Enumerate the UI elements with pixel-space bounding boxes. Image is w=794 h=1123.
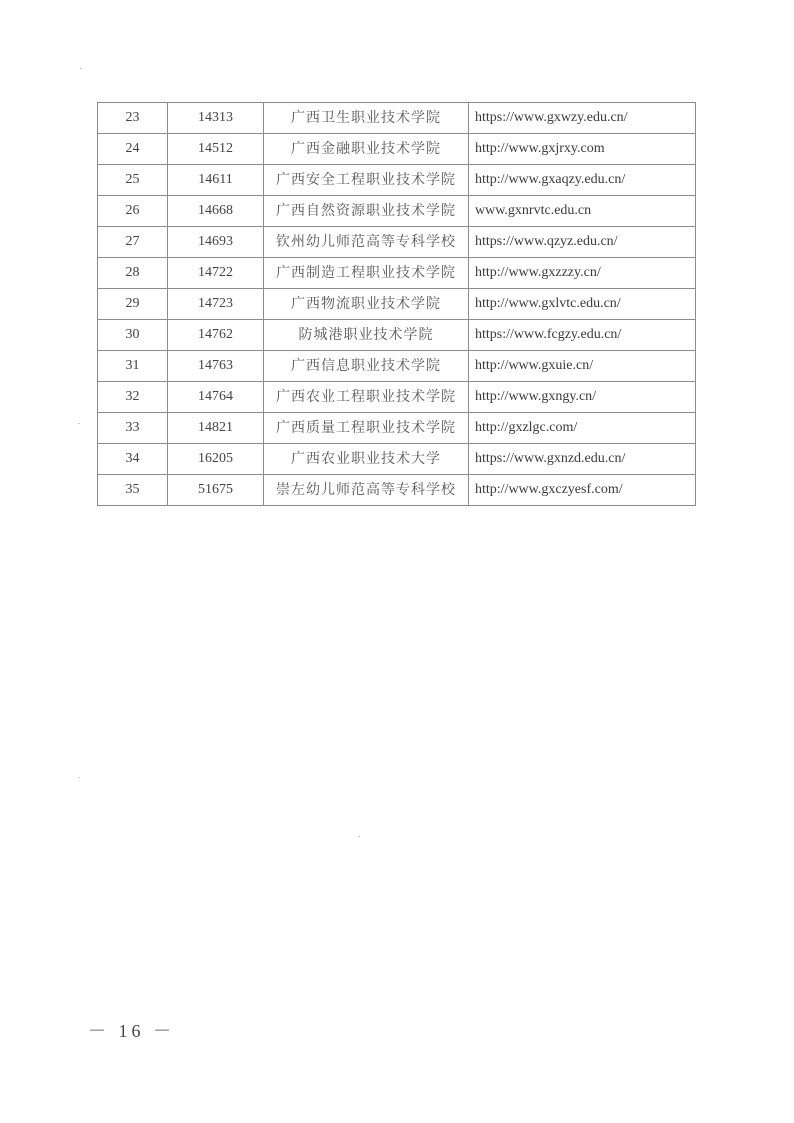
school-url-cell: http://gxzlgc.com/ <box>469 413 696 444</box>
row-number-cell: 34 <box>98 444 168 475</box>
school-url-cell: www.gxnrvtc.edu.cn <box>469 196 696 227</box>
row-number-cell: 30 <box>98 320 168 351</box>
school-name-cell: 钦州幼儿师范高等专科学校 <box>264 227 469 258</box>
table-row <box>98 382 696 413</box>
school-code-cell: 51675 <box>168 475 264 506</box>
school-url-cell: http://www.gxjrxy.com <box>469 134 696 165</box>
school-url-cell: http://www.gxaqzy.edu.cn/ <box>469 165 696 196</box>
table-row <box>98 289 696 320</box>
scan-speck <box>358 836 360 837</box>
school-code-cell: 14723 <box>168 289 264 320</box>
school-url-cell: http://www.gxlvtc.edu.cn/ <box>469 289 696 320</box>
row-number-cell: 33 <box>98 413 168 444</box>
school-code-cell: 14763 <box>168 351 264 382</box>
table-row <box>98 165 696 196</box>
row-number-cell: 31 <box>98 351 168 382</box>
table-row <box>98 475 696 506</box>
school-list-table <box>97 102 696 506</box>
table-row <box>98 134 696 165</box>
school-name-cell: 广西农业职业技术大学 <box>264 444 469 475</box>
table-row <box>98 320 696 351</box>
table-row <box>98 258 696 289</box>
school-url-cell: https://www.fcgzy.edu.cn/ <box>469 320 696 351</box>
school-code-cell: 14512 <box>168 134 264 165</box>
school-url-cell: http://www.gxczyesf.com/ <box>469 475 696 506</box>
school-url-cell: http://www.gxzzzy.cn/ <box>469 258 696 289</box>
school-url-cell: https://www.qzyz.edu.cn/ <box>469 227 696 258</box>
school-name-cell: 广西自然资源职业技术学院 <box>264 196 469 227</box>
school-code-cell: 14722 <box>168 258 264 289</box>
scan-speck <box>80 68 82 69</box>
school-name-cell: 广西质量工程职业技术学院 <box>264 413 469 444</box>
school-url-cell: http://www.gxuie.cn/ <box>469 351 696 382</box>
school-name-cell: 广西物流职业技术学院 <box>264 289 469 320</box>
school-code-cell: 14313 <box>168 103 264 134</box>
school-name-cell: 防城港职业技术学院 <box>264 320 469 351</box>
row-number-cell: 35 <box>98 475 168 506</box>
school-code-cell: 14693 <box>168 227 264 258</box>
school-name-cell: 广西农业工程职业技术学院 <box>264 382 469 413</box>
school-code-cell: 16205 <box>168 444 264 475</box>
table-row <box>98 227 696 258</box>
school-code-cell: 14611 <box>168 165 264 196</box>
row-number-cell: 27 <box>98 227 168 258</box>
school-name-cell: 广西卫生职业技术学院 <box>264 103 469 134</box>
school-code-cell: 14821 <box>168 413 264 444</box>
school-code-cell: 14764 <box>168 382 264 413</box>
table-row <box>98 196 696 227</box>
school-url-cell: https://www.gxwzy.edu.cn/ <box>469 103 696 134</box>
table-row <box>98 413 696 444</box>
school-name-cell: 广西制造工程职业技术学院 <box>264 258 469 289</box>
table-body <box>98 103 696 506</box>
table-row <box>98 103 696 134</box>
row-number-cell: 28 <box>98 258 168 289</box>
school-code-cell: 14762 <box>168 320 264 351</box>
school-name-cell: 广西信息职业技术学院 <box>264 351 469 382</box>
row-number-cell: 23 <box>98 103 168 134</box>
row-number-cell: 25 <box>98 165 168 196</box>
row-number-cell: 29 <box>98 289 168 320</box>
scan-speck <box>78 423 80 424</box>
school-code-cell: 14668 <box>168 196 264 227</box>
row-number-cell: 24 <box>98 134 168 165</box>
row-number-cell: 32 <box>98 382 168 413</box>
school-name-cell: 崇左幼儿师范高等专科学校 <box>264 475 469 506</box>
school-name-cell: 广西安全工程职业技术学院 <box>264 165 469 196</box>
page-number: － 16 － <box>88 1021 175 1041</box>
table-row <box>98 351 696 382</box>
school-url-cell: http://www.gxngy.cn/ <box>469 382 696 413</box>
table-row <box>98 444 696 475</box>
school-name-cell: 广西金融职业技术学院 <box>264 134 469 165</box>
row-number-cell: 26 <box>98 196 168 227</box>
scan-speck <box>78 777 80 778</box>
school-url-cell: https://www.gxnzd.edu.cn/ <box>469 444 696 475</box>
